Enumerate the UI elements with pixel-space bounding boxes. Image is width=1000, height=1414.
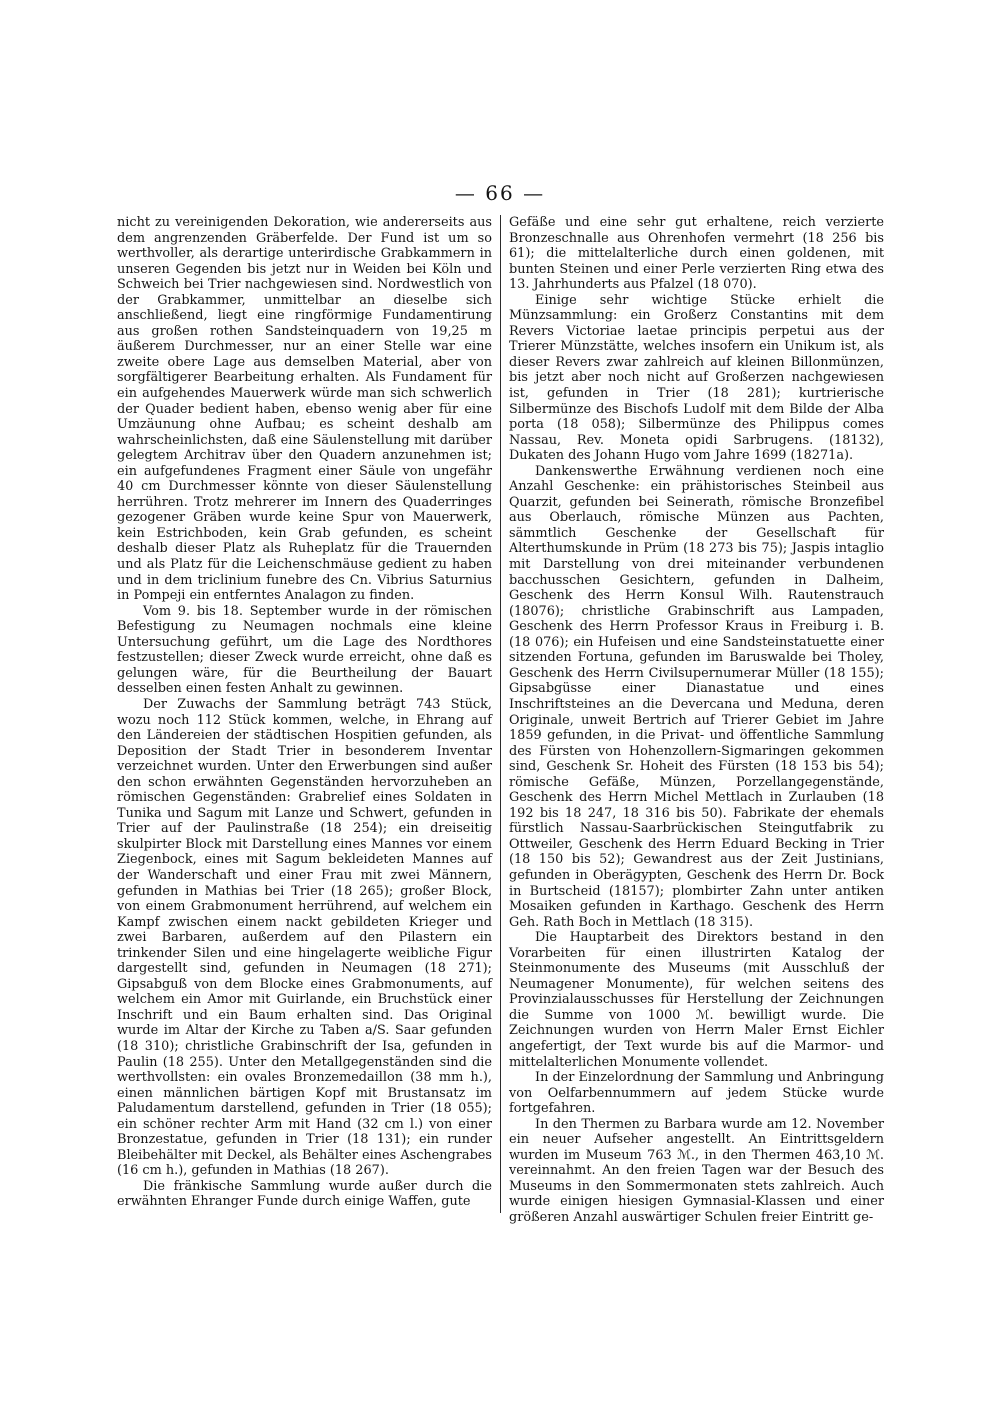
paragraph: In den Thermen zu Barbara wurde am 12. November ein neuer Aufseher angestellt. An Eintrittsgeldern wurden im Museum 763 ℳ., in den Thermen 463,10 ℳ. vereinnahmt. An den freien Tagen war der Besuch des Museums in den Sommermonaten stets zahlreich. Auch wurde einigen hiesigen Gymnasial-Klassen und einer größeren Anzahl auswärtiger Schulen freier Eintritt ge- — [509, 1116, 884, 1225]
paragraph: Dankenswerthe Erwähnung verdienen noch eine Anzahl Geschenke: ein prähistorisches Steinbeil aus Quarzit, gefunden bei Seinerath, römische Bronzefibel aus Oberlauch, römische Münzen aus Pachten, sämmtlich Geschenke der Gesellschaft für Alterthumskunde in Prüm (18 273 bis 75); Jaspis intaglio mit Darstellung von drei miteinander verbundenen bacchusschen Gesichtern, gefunden in Dalheim, Geschenk des Herrn Konsul Wilh. Rautenstrauch (18076); christliche Grabinschrift aus Lampaden, Geschenk des Herrn Professor Kraus in Freiburg i. B. (18 076); ein Hufeisen und eine Sandsteinstatuette einer sitzenden Fortuna, gefunden im Baruswalde bei Tholey, Geschenk des Herrn Civilsupernumerar Müller (18 155); Gipsabgüsse einer Dianastatue und eines Inschriftsteines an die Devercana und Meduna, deren Originale, unweit Bertrich auf Trierer Gebiet im Jahre 1859 gefunden, in die Privat- und öffentliche Sammlung des Fürsten von Hohenzollern-Sigmaringen gekommen sind, Geschenk Sr. Hoheit des Fürsten (18 153 bis 54); römische Gefäße, Münzen, Porzellangegenstände, Geschenk des Herrn Michel Mettlach in Zurlauben (18 192 bis 18 247, 18 316 bis 50). Fabrikate der ehemals fürstlich Nassau-Saarbrückischen Steingutfabrik zu Ottweiler, Geschenk des Herrn Eduard Becking in Trier (18 150 bis 52); Gewandrest aus der Zeit Justinians, gefunden in Oberägypten, Geschenk des Herrn Dr. Bock in Burtscheid (18157); plombirter Zahn unter antiken Mosaiken gefunden in Karthago. Geschenk des Herrn Geh. Rath Boch in Mettlach (18 315). — [509, 463, 884, 930]
left-column — [117, 215, 492, 1210]
paragraph: In der Einzelordnung der Sammlung und Anbringung von Oelfarbennummern auf jedem Stücke wurde fortgefahren. — [509, 1070, 884, 1117]
right-column — [509, 215, 884, 1226]
paragraph: Die Hauptarbeit des Direktors bestand in den Vorarbeiten für einen illustrirten Katalog der Steinmonumente des Museums (mit Ausschluß der Neumagener Monumente), für welchen seitens des Provinzialausschusses für Herstellung der Zeichnungen die Summe von 1000 ℳ. bewilligt wurde. Die Zeichnungen wurden von Herrn Maler Ernst Eichler angefertigt, der Text wurde bis auf die Marmor- und mittelalterlichen Monumente vollendet. — [509, 930, 884, 1070]
paragraph: nicht zu vereinigenden Dekoration, wie andererseits aus dem angrenzenden Gräberfelde. Der Fund ist um so werthvoller, als derartige unterirdische Grabkammern in unseren Gegenden bis jetzt nur in Weiden bei Köln und Schweich bei Trier nachgewiesen sind. Nordwestlich von der Grabkammer, unmittelbar an dieselbe sich anschließend, liegt eine ringförmige Fundamentirung aus großen rothen Sandsteinquadern von 19,25 m äußerem Durchmesser, nur an einer Stelle war eine zweite obere Lage aus demselben Material, aber von sorgfältigerer Bearbeitung erhalten. Als Fundament für ein aufgehendes Mauerwerk würde man sich schwerlich der Quader bedient haben, ebenso wenig aber für eine Umzäunung ohne Aufbau; es scheint deshalb am wahrscheinlichsten, daß eine Säulenstellung mit darüber gelegtem Architrav über den Quadern anzunehmen ist; ein aufgefundenes Fragment einer Säule von ungefähr 40 cm Durchmesser könnte von dieser Säulenstellung herrühren. Trotz mehrerer im Innern des Quaderringes gezogener Gräben wurde keine Spur von Mauerwerk, kein Estrichboden, kein Grab gefunden, es scheint deshalb dieser Platz als Ruheplatz für die Trauernden und als Platz für die Leichenschmäuse gedient zu haben und in dem triclinium funebre des Cn. Vibrius Saturnius in Pompeji ein entferntes Analagon zu finden. — [117, 215, 492, 604]
paragraph: Einige sehr wichtige Stücke erhielt die Münzsammlung: ein Großerz Constantins mit dem Revers Victoriae laetae principis perpetui aus der Trierer Münzstätte, welches insofern ein Unikum ist, als dieser Revers zwar zahlreich auf kleinen Billonmünzen, bis jetzt aber noch nicht auf Großerzen nachgewiesen ist, gefunden in Trier (18 281); kurtrierische Silbermünze des Bischofs Ludolf mit dem Bilde der Alba porta (18 058); Silbermünze des Philippus comes Nassau, Rev. Moneta opidi Sarbrugens. (18132), Dukaten des Johann Hugo vom Jahre 1699 (18271a). — [509, 292, 884, 464]
paragraph: Die fränkische Sammlung wurde außer durch die erwähnten Ehranger Funde durch einige Waffen, gute — [117, 1178, 492, 1210]
column-divider — [500, 215, 501, 1213]
paragraph: Gefäße und eine sehr gut erhaltene, reich verzierte Bronzeschnalle aus Ohrenhofen vermehrt (18 256 bis 61); die mittelalterliche durch einen goldenen, mit bunten Steinen und einer Perle verzierten Ring etwa des 13. Jahrhunderts aus Pfalzel (18 070). — [509, 215, 884, 293]
paragraph: Vom 9. bis 18. September wurde in der römischen Befestigung zu Neumagen nochmals eine kleine Untersuchung geführt, um die Lage des Nordthores festzustellen; dieser Zweck wurde erreicht, ohne daß es gelungen wäre, für die Beurtheilung der Bauart desselben einen festen Anhalt zu gewinnen. — [117, 603, 492, 697]
paragraph: Der Zuwachs der Sammlung beträgt 743 Stück, wozu noch 112 Stück kommen, welche, in Ehrang auf den Ländereien der städtischen Hospitien gefunden, als Deposition der Stadt Trier in besonderem Inventar verzeichnet wurden. Unter den Erwerbungen sind außer den schon erwähnten Gegenständen hervorzuheben an römischen Gegenständen: Grabrelief eines Soldaten in Tunika und Sagum mit Lanze und Schwert, gefunden in Trier auf der Paulinstraße (18 254); ein dreiseitig skulpirter Block mit Darstellung eines Mannes vor einem Ziegenbock, eines mit Sagum bekleideten Mannes auf der Wanderschaft und einer Frau mit zwei Männern, gefunden in Mathias bei Trier (18 265); großer Block, von einem Grabmonument herrührend, auf welchem ein Kampf zwischen einem nackt gebildeten Krieger und zwei Barbaren, außerdem auf den Pilastern ein trinkender Silen und eine hingelagerte weibliche Figur dargestellt sind, gefunden in Neumagen (18 271); Gipsabguß von dem Blocke eines Grabmonuments, auf welchem ein Amor mit Guirlande, ein Bruchstück einer Inschrift und ein Baum erhalten sind. Das Original wurde im Altar der Kirche zu Taben a/S. Saar gefunden (18 310); christliche Grabinschrift der Isa, gefunden in Paulin (18 255). Unter den Metallgegenständen sind die werthvollsten: ein ovales Bronzemedaillon (38 mm h.), einen männlichen bärtigen Kopf mit Brustansatz im Paludamentum darstellend, gefunden in Trier (18 055); ein schöner rechter Arm mit Hand (32 cm l.) von einer Bronzestatue, gefunden in Trier (18 131); ein runder Bleibehälter mit Deckel, als Behälter eines Aschengrabes (16 cm h.), gefunden in Mathias (18 267). — [117, 696, 492, 1179]
page-number: — 66 — — [454, 181, 546, 205]
